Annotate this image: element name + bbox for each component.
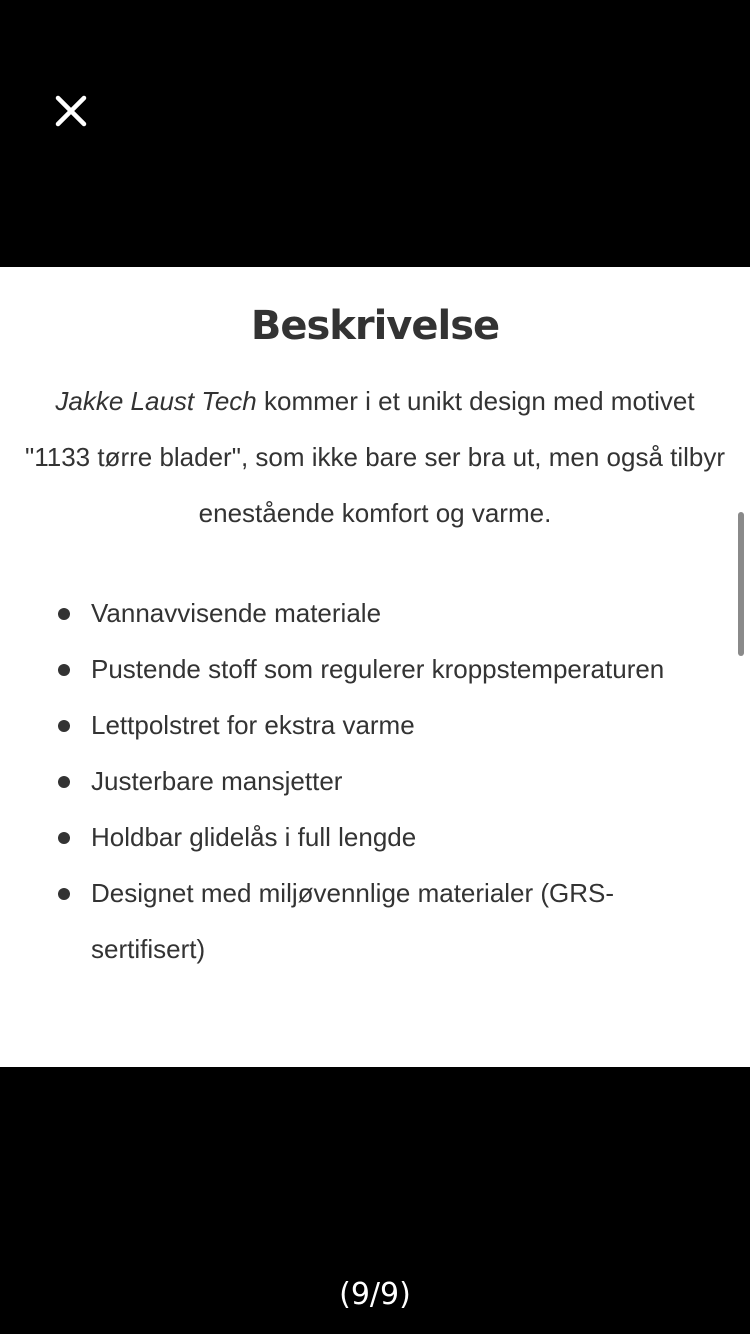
- intro-text: kommer i et unikt design med motivet "1133 tørre blader", som ikke bare ser bra ut, men også tilbyr enestående komfort og varme.: [24, 386, 726, 528]
- list-item: Lettpolstret for ekstra varme: [0, 697, 720, 753]
- description-slide: [0, 267, 750, 1067]
- bullet-icon: [58, 776, 70, 788]
- bullet-icon: [58, 720, 70, 732]
- close-button[interactable]: [50, 90, 92, 132]
- list-item: Pustende stoff som regulerer kroppstemperaturen: [0, 641, 720, 697]
- slide-title: Beskrivelse: [250, 303, 500, 349]
- bullet-icon: [58, 832, 70, 844]
- bullet-icon: [58, 608, 70, 620]
- feature-list: [0, 585, 720, 977]
- list-item: Justerbare mansjetter: [0, 753, 720, 809]
- list-item: Designet med miljøvennlige materialer (GRS-sertifisert): [0, 865, 720, 977]
- slide-counter: (9/9): [339, 1277, 411, 1312]
- intro-paragraph: [24, 373, 726, 541]
- list-item: Vannavvisende materiale: [0, 585, 720, 641]
- close-icon: [50, 90, 92, 132]
- list-item: Holdbar glidelås i full lengde: [0, 809, 720, 865]
- bullet-icon: [58, 664, 70, 676]
- product-name: Jakke Laust Tech: [55, 386, 257, 416]
- bullet-icon: [58, 888, 70, 900]
- scrollbar[interactable]: [738, 512, 744, 656]
